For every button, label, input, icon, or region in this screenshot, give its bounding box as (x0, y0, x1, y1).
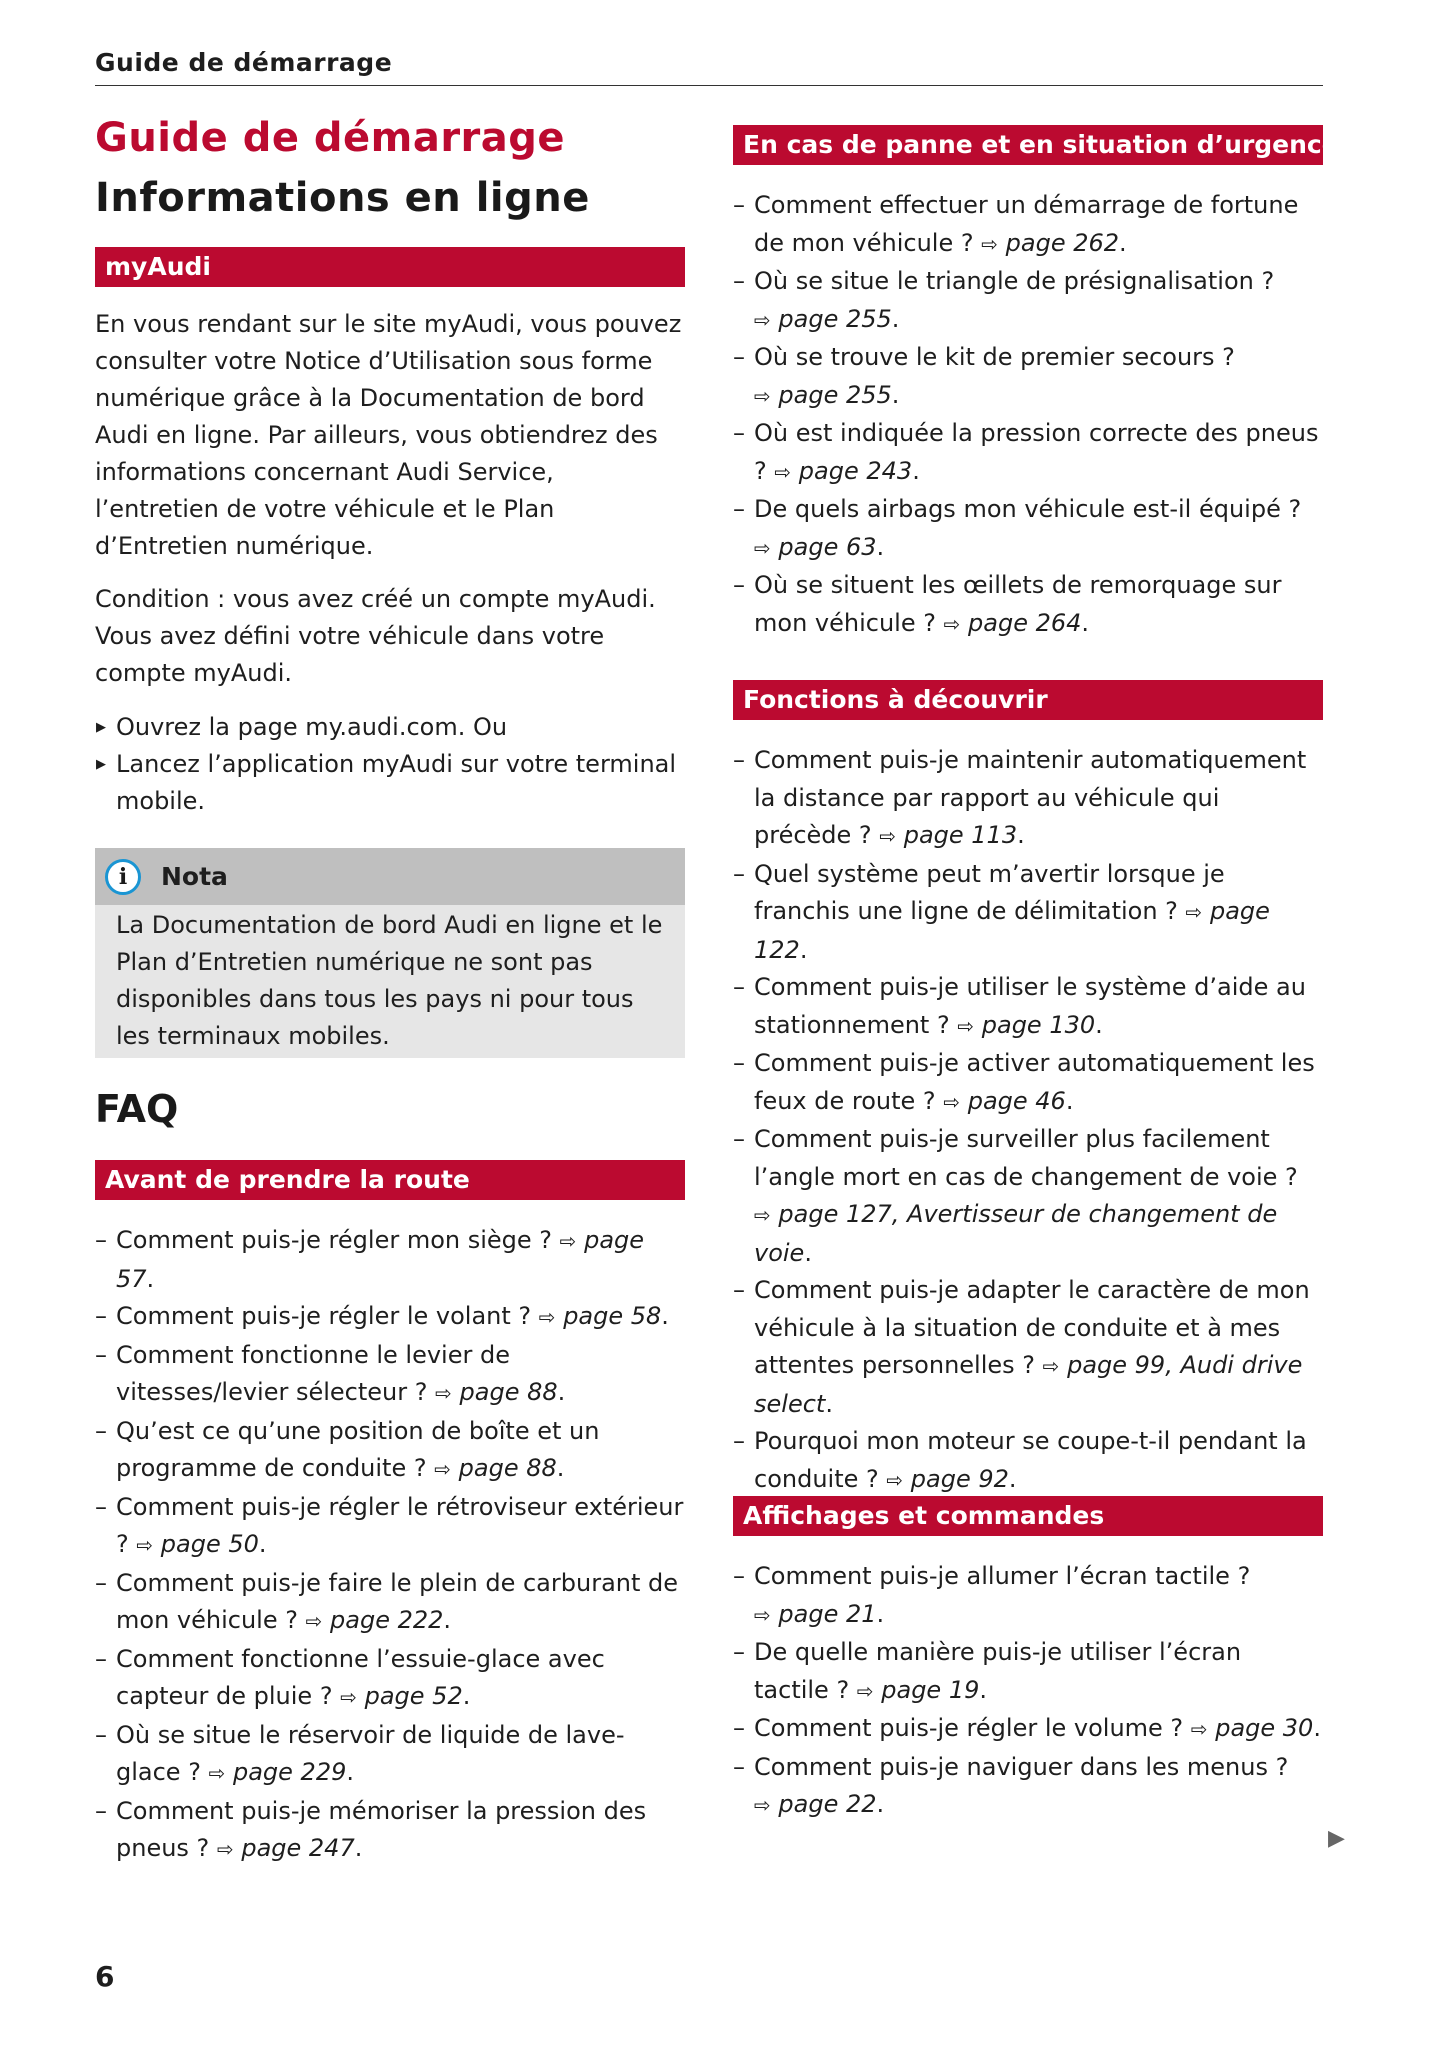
page-reference-link[interactable] (754, 533, 877, 561)
page-reference-link[interactable] (957, 1011, 1095, 1039)
arrow-right-icon: ⇨ (886, 1467, 904, 1492)
arrow-right-icon: ⇨ (216, 1837, 234, 1861)
page-reference-text: page 30 (1215, 1714, 1314, 1742)
page-reference-text: page 50 (160, 1530, 259, 1558)
faq-question: De quels airbags mon véhicule est-il équipé ? (754, 495, 1302, 523)
faq-question: Où se situe le triangle de présignalisation ? (754, 267, 1275, 295)
faq-question: Comment puis-je régler le rétroviseur extérieur ? (116, 1492, 684, 1558)
page-reference-text: page 255 (778, 304, 892, 333)
arrow-right-icon: ⇨ (1042, 1354, 1060, 1378)
faq-item: – Comment puis-je faire le plein de carburant de mon véhicule ? ⇨ page 222. (95, 1565, 685, 1641)
section-title: Guide de démarrage (95, 115, 566, 161)
faq-question: Pourquoi mon moteur se coupe-t-il pendant la conduite ? (754, 1427, 1307, 1493)
page-reference-link[interactable] (434, 1454, 557, 1482)
faq-item: – De quelle manière puis-je utiliser l’écran tactile ? ⇨ page 19. (733, 1634, 1323, 1710)
faq-item: – Comment puis-je surveiller plus facilement l’angle mort en cas de changement de voie ? ⇨ page 127, Avertisseur de changement de voie. (733, 1121, 1323, 1272)
page-reference-link[interactable] (340, 1682, 463, 1710)
page-reference-link[interactable] (879, 821, 1017, 849)
faq-item: – Comment puis-je maintenir automatiquement la distance par rapport au véhicule qui précède ? ⇨ page 113. (733, 742, 1323, 856)
page-reference-text: page 58 (563, 1302, 662, 1330)
discover-list (733, 742, 1323, 1499)
page-reference-link[interactable] (754, 1200, 1277, 1267)
emergency-list (733, 187, 1323, 643)
page-reference-text: page 19 (881, 1675, 980, 1704)
discover-heading: Fonctions à découvrir (733, 680, 1323, 720)
page-reference-text: page 130 (981, 1010, 1096, 1039)
before-driving-list (95, 1222, 685, 1869)
faq-item: – Qu’est ce qu’une position de boîte et un programme de conduite ? ⇨ page 88. (95, 1413, 685, 1489)
page-reference-link[interactable] (754, 381, 892, 409)
faq-item: – Où se situent les œillets de remorquage sur mon véhicule ? ⇨ page 264. (733, 567, 1323, 643)
faq-item: – Comment effectuer un démarrage de fortune de mon véhicule ? ⇨ page 262. (733, 187, 1323, 263)
page-reference-link[interactable] (209, 1758, 347, 1786)
page-reference-text: page 222 (330, 1606, 444, 1634)
page-reference-text: page 229 (232, 1758, 347, 1786)
displays-list (733, 1558, 1323, 1825)
myaudi-condition-paragraph: Condition : vous avez créé un compte myAudi. Vous avez défini votre véhicule dans votre compte myAudi. (95, 585, 656, 687)
faq-item: – Comment fonctionne le levier de vitesses/levier sélecteur ? ⇨ page 88. (95, 1337, 685, 1413)
faq-question: Où se situe le réservoir de liquide de lave-glace ? (116, 1720, 625, 1786)
faq-question: Qu’est ce qu’une position de boîte et un programme de conduite ? (116, 1416, 600, 1482)
faq-question: De quelle manière puis-je utiliser l’écran tactile ? (754, 1638, 1242, 1704)
arrow-right-icon: ⇨ (774, 459, 792, 484)
arrow-right-icon: ⇨ (943, 611, 961, 636)
faq-question: Comment puis-je surveiller plus facilement l’angle mort en cas de changement de voie ? (754, 1125, 1298, 1191)
faq-item: – Comment puis-je régler le volant ? ⇨ page 58. (95, 1298, 685, 1337)
arrow-right-icon: ⇨ (957, 1013, 975, 1038)
page-reference-link[interactable] (857, 1676, 980, 1704)
myaudi-intro-paragraph: En vous rendant sur le site myAudi, vous pouvez consulter votre Notice d’Utilisation sous forme numérique grâce à la Documentation de bord Audi en ligne. Par ailleurs, vous obtiendrez des informations concernant Audi Service, l’entretien de votre véhicule et le Plan d’Entretien numérique. (95, 310, 682, 560)
arrow-right-icon: ⇨ (340, 1685, 357, 1709)
page-reference-text: page 122 (754, 897, 1270, 964)
header-rule (95, 85, 1323, 86)
page-reference-link[interactable] (886, 1465, 1009, 1493)
faq-item: – Comment puis-je allumer l’écran tactile ? ⇨ page 21. (733, 1558, 1323, 1634)
page-reference-text: page 243 (798, 456, 913, 485)
faq-item: – Pourquoi mon moteur se coupe-t-il pendant la conduite ? ⇨ page 92. (733, 1423, 1323, 1499)
faq-item: – Où se situe le réservoir de liquide de lave-glace ? ⇨ page 229. (95, 1717, 685, 1793)
faq-item: – Quel système peut m’avertir lorsque je franchis une ligne de délimitation ? ⇨ page 122. (733, 856, 1323, 970)
faq-question: Comment fonctionne l’essuie-glace avec capteur de pluie ? (116, 1644, 605, 1710)
subsection-title: Informations en ligne (95, 175, 590, 221)
faq-item: – Comment puis-je adapter le caractère de mon véhicule à la situation de conduite et à mes attentes personnelles ? ⇨ page 99, Audi drive select. (733, 1272, 1323, 1423)
page-reference-text: page 99, Audi drive select (754, 1351, 1303, 1418)
page-reference-text: page 88 (459, 1378, 558, 1406)
page-reference-text: page 63 (778, 532, 877, 561)
faq-question: Où est indiquée la pression correcte des pneus ? (754, 419, 1319, 485)
faq-question: Comment puis-je maintenir automatiquement la distance par rapport au véhicule qui précède ? (754, 746, 1307, 849)
faq-question: Où se trouve le kit de premier secours ? (754, 343, 1235, 371)
step-item: ▶ Ouvrez la page my.audi.com. Ou (95, 709, 685, 746)
arrow-right-icon: ⇨ (754, 1793, 771, 1817)
faq-item: – De quels airbags mon véhicule est-il équipé ? ⇨ page 63. (733, 491, 1323, 567)
arrow-right-icon: ⇨ (754, 383, 771, 408)
page-reference-link[interactable] (943, 1087, 1066, 1115)
arrow-right-icon: ⇨ (538, 1305, 556, 1329)
page-reference-link[interactable] (981, 229, 1119, 257)
displays-heading: Affichages et commandes (733, 1496, 1323, 1536)
page-reference-text: page 57 (116, 1226, 645, 1293)
arrow-right-icon: ⇨ (1185, 900, 1203, 924)
page-reference-link[interactable] (754, 305, 892, 333)
myaudi-steps (95, 709, 685, 820)
step-item: ▶ Lancez l’application myAudi sur votre terminal mobile. (95, 746, 685, 820)
faq-question: Comment puis-je mémoriser la pression des pneus ? (116, 1796, 647, 1862)
faq-item: – Comment puis-je naviguer dans les menus ? ⇨ page 22. (733, 1749, 1323, 1825)
page-reference-text: page 262 (1005, 228, 1120, 257)
before-driving-heading: Avant de prendre la route (95, 1160, 685, 1200)
page-reference-text: page 22 (778, 1790, 877, 1818)
emergency-heading: En cas de panne et en situation d’urgence (733, 125, 1323, 165)
page-reference-text: page 52 (364, 1682, 463, 1710)
arrow-right-icon: ⇨ (559, 1229, 577, 1253)
page-reference-link[interactable] (435, 1378, 558, 1406)
faq-question: Comment effectuer un démarrage de fortune de mon véhicule ? (754, 191, 1299, 257)
faq-question: Où se situent les œillets de remorquage sur mon véhicule ? (754, 571, 1282, 637)
myaudi-heading: myAudi (95, 247, 685, 287)
info-icon: i (105, 859, 141, 895)
faq-question: Comment puis-je adapter le caractère de mon véhicule à la situation de conduite et à mes attentes personnelles ? (754, 1276, 1310, 1379)
faq-question: Comment puis-je faire le plein de carburant de mon véhicule ? (116, 1568, 679, 1634)
page-reference-link[interactable] (1191, 1714, 1314, 1742)
faq-item: – Comment puis-je régler le rétroviseur extérieur ? ⇨ page 50. (95, 1489, 685, 1565)
page-reference-link[interactable] (539, 1302, 662, 1330)
faq-item: – Comment puis-je activer automatiquement les feux de route ? ⇨ page 46. (733, 1045, 1323, 1121)
faq-question: Comment puis-je régler le volant ? (116, 1302, 532, 1330)
arrow-right-icon: ⇨ (754, 535, 771, 560)
faq-item: – Comment puis-je régler mon siège ? ⇨ page 57. (95, 1222, 685, 1298)
arrow-right-icon: ⇨ (1190, 1717, 1208, 1741)
arrow-right-icon: ⇨ (434, 1457, 451, 1481)
page-reference-link[interactable] (136, 1530, 259, 1558)
arrow-right-icon: ⇨ (943, 1089, 961, 1114)
page-reference-link[interactable] (944, 609, 1082, 637)
page-reference-text: page 127, Avertisseur de changement de voie (754, 1200, 1278, 1267)
note-title: Nota (161, 862, 228, 891)
page-reference-link[interactable] (306, 1606, 444, 1634)
faq-item: – Comment fonctionne l’essuie-glace avec capteur de pluie ? ⇨ page 52. (95, 1641, 685, 1717)
faq-question: Comment puis-je naviguer dans les menus ? (754, 1752, 1289, 1781)
page-reference-link[interactable] (217, 1834, 355, 1862)
faq-question: Comment puis-je utiliser le système d’aide au stationnement ? (754, 973, 1306, 1039)
faq-question: Comment puis-je activer automatiquement les feux de route ? (754, 1049, 1315, 1115)
continue-arrow-icon: ▶ (1328, 1826, 1345, 1851)
arrow-right-icon: ⇨ (305, 1609, 323, 1633)
page-reference-link[interactable] (754, 1600, 877, 1628)
arrow-right-icon: ⇨ (879, 824, 897, 848)
note-header (95, 848, 685, 905)
page-reference-text: page 264 (968, 608, 1082, 637)
arrow-right-icon: ⇨ (435, 1381, 452, 1405)
page-reference-link[interactable] (774, 457, 912, 485)
faq-item: – Comment puis-je régler le volume ? ⇨ page 30. (733, 1710, 1323, 1749)
page-reference-text: page 21 (778, 1599, 877, 1628)
arrow-right-icon: ⇨ (754, 1602, 771, 1627)
arrow-right-icon: ⇨ (136, 1533, 154, 1557)
page-reference-text: page 255 (778, 380, 892, 409)
note-box (95, 848, 685, 1058)
running-head-title: Guide de démarrage (95, 48, 393, 77)
faq-item: – Comment puis-je mémoriser la pression des pneus ? ⇨ page 247. (95, 1793, 685, 1869)
faq-item: – Où se trouve le kit de premier secours ? ⇨ page 255. (733, 339, 1323, 415)
page-reference-text: page 88 (458, 1454, 557, 1482)
faq-question: Comment fonctionne le levier de vitesses/levier sélecteur ? (116, 1340, 510, 1406)
faq-question: Comment puis-je régler mon siège ? (116, 1226, 553, 1254)
page-reference-link[interactable] (754, 1790, 877, 1818)
arrow-right-icon: ⇨ (856, 1678, 874, 1703)
page-reference-text: page 46 (967, 1086, 1066, 1115)
page-reference-text: page 92 (910, 1464, 1009, 1493)
page-number: 6 (95, 1960, 115, 1993)
faq-item: – Où est indiquée la pression correcte des pneus ? ⇨ page 243. (733, 415, 1323, 491)
faq-question: Comment puis-je régler le volume ? (754, 1714, 1184, 1742)
page-reference-text: page 247 (241, 1834, 355, 1862)
faq-question: Quel système peut m’avertir lorsque je franchis une ligne de délimitation ? (754, 859, 1225, 925)
arrow-right-icon: ⇨ (754, 1203, 771, 1227)
page-reference-text: page 113 (903, 821, 1018, 849)
note-body: La Documentation de bord Audi en ligne et le Plan d’Entretien numérique ne sont pas disponibles dans tous les pays ni pour tous les terminaux mobiles. (116, 911, 663, 1050)
faq-item: – Comment puis-je utiliser le système d’aide au stationnement ? ⇨ page 130. (733, 969, 1323, 1045)
faq-title: FAQ (95, 1087, 179, 1131)
faq-item: – Où se situe le triangle de présignalisation ? ⇨ page 255. (733, 263, 1323, 339)
arrow-right-icon: ⇨ (754, 307, 771, 332)
arrow-right-icon: ⇨ (981, 231, 998, 256)
faq-question: Comment puis-je allumer l’écran tactile ? (754, 1562, 1251, 1590)
arrow-right-icon: ⇨ (208, 1761, 226, 1785)
